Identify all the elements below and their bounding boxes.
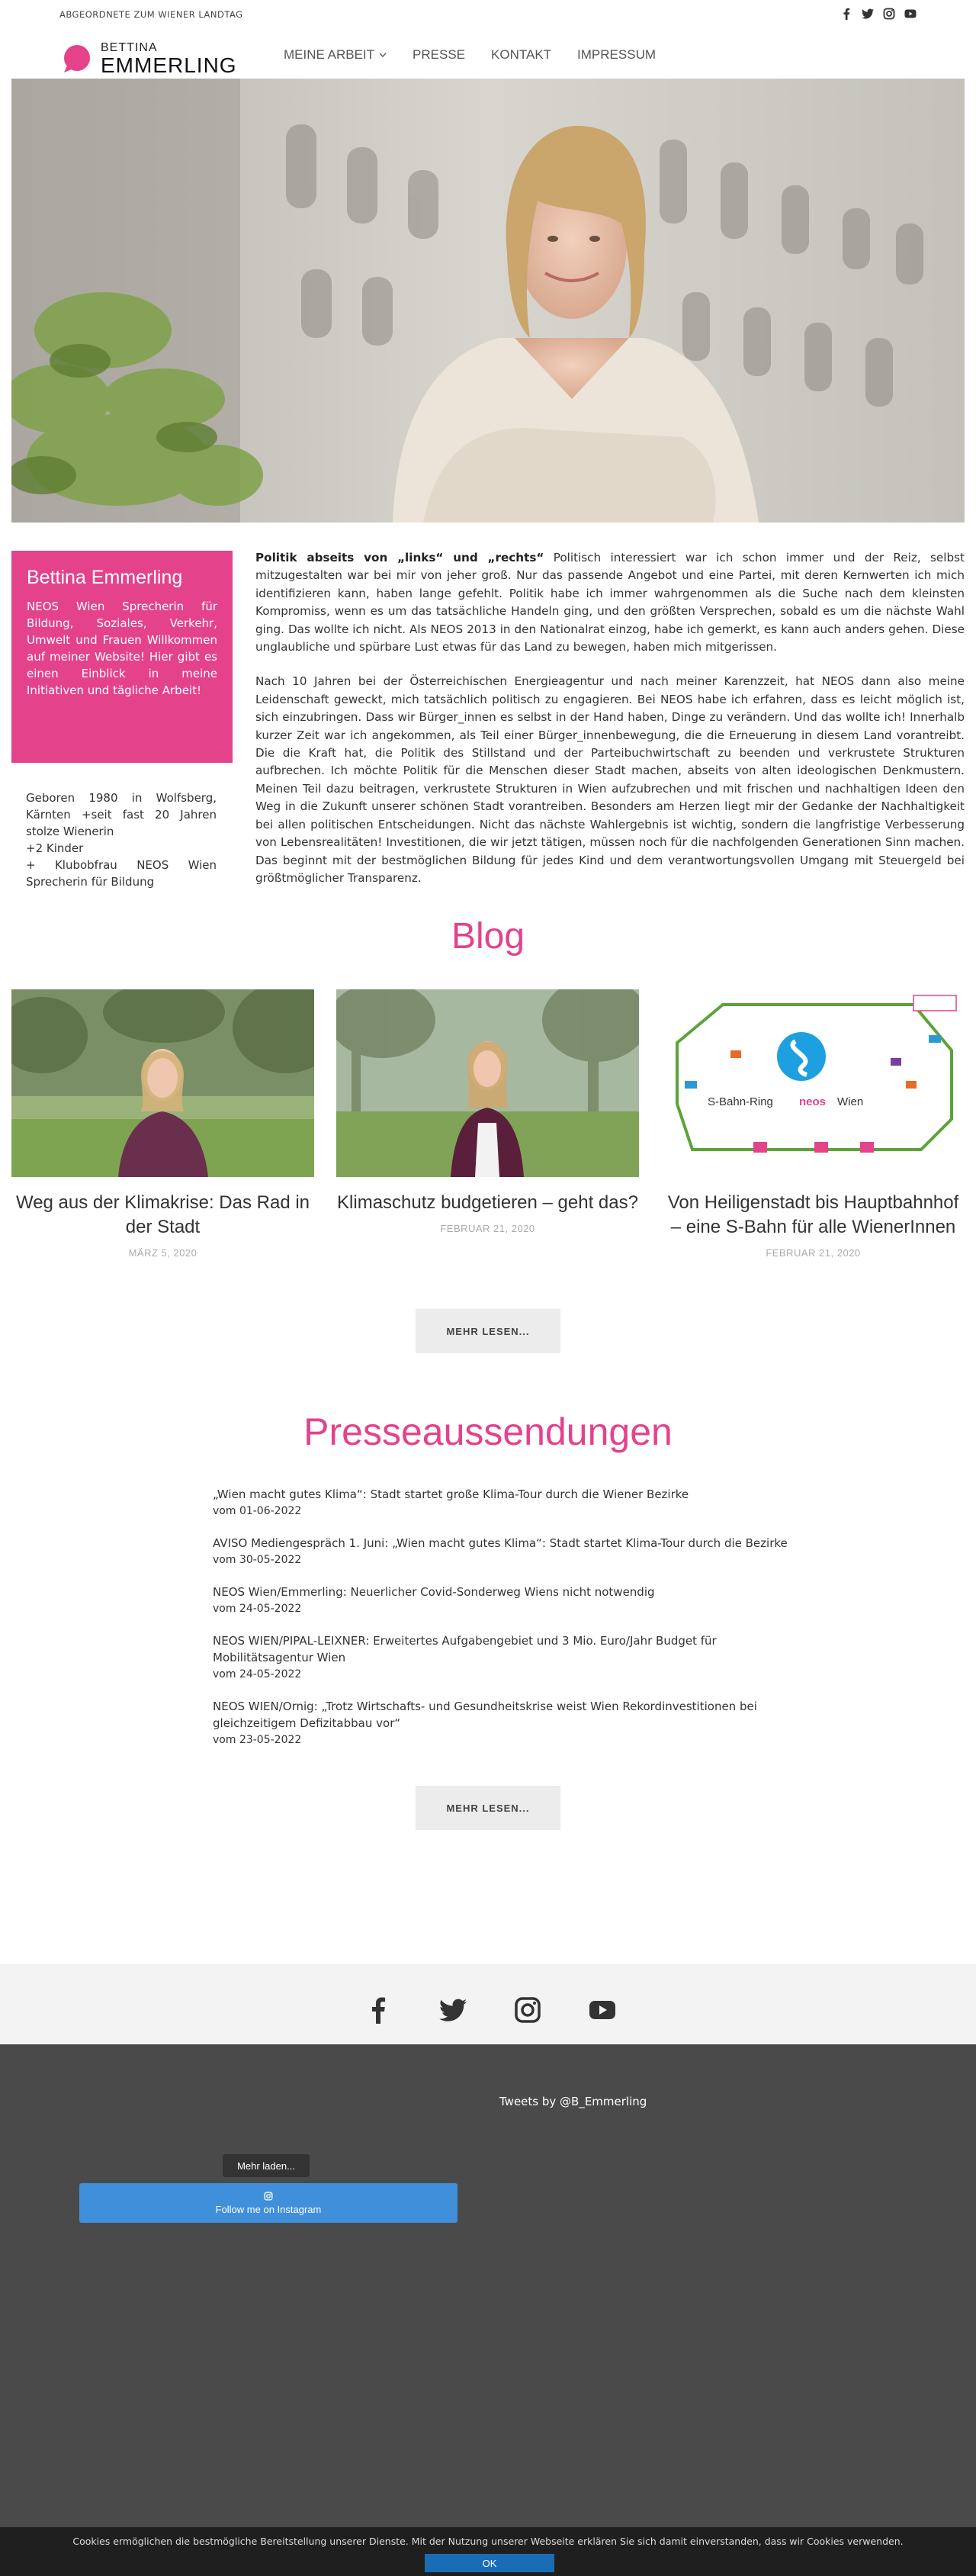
cookie-text: Cookies ermöglichen die bestmögliche Bereitstellung unserer Dienste. Mit der Nutzung unserer Webseite erklären Sie sich damit einverstanden, dass wir Cookies verwenden. [72, 2536, 904, 2547]
press-item-link[interactable]: „Wien macht gutes Klima“: Stadt startet große Klima-Tour durch die Wiener Bezirke [213, 1487, 689, 1501]
tagline: ABGEORDNETE ZUM WIENER LANDTAG [59, 9, 243, 20]
blog-more-button[interactable]: MEHR LESEN... [416, 1309, 560, 1353]
intro-paragraph-2: Nach 10 Jahren bei der Österreichischen Energieagentur und nach meiner Karenzzeit, hat NEOS dann also meine Leidenschaft geweckt, mich tatsächlich politisch zu engagieren. Bei NEOS habe ich erfahren, dass es leicht möglich ist, sich einzubringen. Dass wir Bürger_innen es selbst in der Hand haben, Dinge zu verändern. Und das wollte ich! Innerhalb kurzer Zeit war ich angekommen, als Teil einer Bürger_innenbewegung, die die Erneuerung in diesem Land vorantreibt. Die die Kraft hat, die Politik des Stillstand und der Parteibuchwirtschaft zu beenden und verkrustete Strukturen aufbrechen. Ich möchte Politik für die Menschen dieser Stadt machen, abseits von alten ideologischen Denkmustern. Meinen Teil dazu beitragen, verkrustete Strukturen in Wien aufzubrechen und mit frischen und nachhaltigen Ideen den Weg in die Zukunft unserer schönen Stadt vorantreiben. Besonders am Herzen liegt mir der Gedanke der Nachhaltigkeit bei allen politischen Entscheidungen. Nicht das nächste Wahlergebnis ist wichtig, sondern die langfristige Verbesserung von Lebensrealitäten! Investitionen, die wir jetzt tätigen, müssen noch für die nachfolgenden Generationen Sinn machen. Das beginnt mit der bestmöglichen Bildung für jedes Kind und dem verantwortungsvollen Umgang mit Steuergeld bei größtmöglicher Transparenz. [255, 674, 965, 885]
intro-text [255, 549, 965, 904]
blog-post-date: FEBRUAR 21, 2020 [766, 1247, 861, 1259]
press-item [213, 1486, 792, 1520]
blog-post-image[interactable] [11, 989, 314, 1177]
twitter-timeline-link[interactable]: Tweets by @B_Emmerling [499, 2095, 647, 2108]
press-item [213, 1584, 792, 1617]
site-logo[interactable] [63, 38, 246, 77]
intro-p1-text: Politisch interessiert war ich schon immer und der Reiz, selbst mitzugestalten war bei mir von jeher groß. Nur das passende Angebot und eine Partei, mit deren Kernwerten ich mich identifizieren kann, haben lange gefehlt. Politik habe ich immer wahrgenommen als die Suche nach dem kleinsten Kompromiss, wenn es um das tatsächliche Handeln ging, und den größten Versprechen, sobald es um die nächste Wahl ging. Das wollte ich nicht. Als NEOS 2013 in den Nationalrat einzog, habe ich gemerkt, es kann auch anders gehen. Diese unglaubliche und spürbare Lust etwas für das Land zu bewegen, haben mich mitgerissen. [255, 551, 965, 654]
profile-card [11, 551, 233, 763]
map-city: Wien [837, 1095, 864, 1108]
blog-post-title[interactable]: Klimaschutz budgetieren – geht das? [337, 1192, 638, 1213]
hero-portrait-photo [11, 79, 965, 523]
press-item-date: vom 24-05-2022 [213, 1668, 302, 1680]
blog-post-card[interactable] [662, 989, 965, 1259]
facebook-icon[interactable] [840, 8, 852, 20]
instagram-follow-label: Follow me on Instagram [215, 2203, 322, 2215]
blog-post-title[interactable]: Von Heiligenstadt bis Hauptbahnhof – eine S-Bahn für alle WienerInnen [667, 1192, 959, 1237]
social-strip [0, 1964, 976, 2044]
instagram-icon [264, 2192, 273, 2201]
site-footer [0, 2044, 976, 2576]
nav-item-label: KONTAKT [491, 47, 552, 62]
press-list [213, 1486, 792, 1764]
press-item-link[interactable]: AVISO Mediengespräch 1. Juni: „Wien macht gutes Klima“: Stadt startet Klima-Tour durch die Bezirke [213, 1536, 788, 1550]
hero-image [11, 79, 965, 523]
profile-bio [26, 790, 217, 890]
youtube-icon[interactable] [904, 8, 917, 20]
press-item-date: vom 24-05-2022 [213, 1603, 302, 1615]
nav-item-label: IMPRESSUM [577, 47, 657, 62]
blog-post-card[interactable] [11, 989, 314, 1259]
map-label: S-Bahn-Ring [708, 1095, 773, 1108]
top-bar [0, 0, 976, 31]
nav-item-label: PRESSE [413, 47, 466, 62]
twitter-icon[interactable] [439, 1996, 467, 2024]
facebook-icon[interactable] [364, 1996, 392, 2024]
nav-item-label: MEINE ARBEIT [284, 47, 375, 62]
nav-item-presse[interactable] [413, 47, 465, 63]
press-item-link[interactable]: NEOS Wien/Emmerling: Neuerlicher Covid-Sonderweg Wiens nicht notwendig [213, 1585, 655, 1599]
press-item-date: vom 23-05-2022 [213, 1734, 302, 1746]
intro-paragraph-1 [255, 549, 965, 656]
speech-bubble-logo-icon [63, 44, 92, 73]
nav-item-kontakt[interactable] [491, 47, 551, 63]
instagram-load-more-button[interactable]: Mehr laden... [223, 2154, 310, 2177]
instagram-icon[interactable] [514, 1996, 541, 2024]
youtube-icon[interactable] [589, 1996, 616, 2024]
press-item [213, 1535, 792, 1568]
profile-bio-text: Geboren 1980 in Wolfsberg, Kärnten +seit fast 20 Jahren stolze Wienerin +2 Kinder + Klubobfrau NEOS Wien Sprecherin für Bildung [26, 791, 217, 889]
blog-title: Blog [451, 916, 525, 957]
press-item-date: vom 01-06-2022 [213, 1505, 302, 1517]
instagram-icon[interactable] [883, 8, 895, 20]
map-brand: neos [799, 1095, 827, 1108]
blog-post-title[interactable]: Weg aus der Klimakrise: Das Rad in der Stadt [15, 1192, 310, 1237]
site-header [0, 31, 976, 76]
blog-post-date: FEBRUAR 21, 2020 [440, 1223, 535, 1234]
press-item-link[interactable]: NEOS WIEN/Ornig: „Trotz Wirtschafts- und Gesundheitskrise weist Wien Rekordinvestitionen bei gleichzeitigem Defizitabbau vor“ [213, 1700, 757, 1730]
logo-last-name: EMMERLING [101, 53, 237, 77]
top-social-links [840, 8, 917, 20]
twitter-icon[interactable] [862, 8, 874, 20]
nav-item-meine-arbeit[interactable] [284, 47, 387, 63]
blog-post-card[interactable] [336, 989, 639, 1234]
blog-post-image[interactable] [662, 989, 965, 1177]
press-item-date: vom 30-05-2022 [213, 1554, 302, 1566]
press-item [213, 1698, 792, 1748]
profile-description: NEOS Wien Sprecherin für Bildung, Soziales, Verkehr, Umwelt und Frauen Willkommen auf meiner Website! Hier gibt es einen Einblick in meine Initiativen und tägliche Arbeit! [27, 600, 217, 697]
intro-lead: Politik abseits von „links“ und „rechts“ [255, 551, 544, 564]
press-title: Presseaussendungen [303, 1410, 673, 1453]
press-more-button[interactable]: MEHR LESEN... [416, 1786, 560, 1830]
instagram-follow-button[interactable] [79, 2183, 458, 2223]
profile-name: Bettina Emmerling [27, 567, 183, 588]
blog-post-date: MÄRZ 5, 2020 [128, 1247, 197, 1259]
cookie-banner [0, 2527, 976, 2576]
footer-social-links [364, 1996, 616, 2024]
cookie-ok-button[interactable]: OK [425, 2554, 554, 2572]
press-item-link[interactable]: NEOS WIEN/PIPAL-LEIXNER: Erweitertes Aufgabengebiet und 3 Mio. Euro/Jahr Budget für Mobilitätsagentur Wien [213, 1634, 717, 1664]
chevron-down-icon [379, 53, 387, 58]
blog-post-image[interactable] [336, 989, 639, 1177]
nav-item-impressum[interactable] [577, 47, 656, 63]
press-item [213, 1632, 792, 1683]
main-nav [284, 47, 656, 63]
logo-first-name: BETTINA [101, 41, 158, 54]
